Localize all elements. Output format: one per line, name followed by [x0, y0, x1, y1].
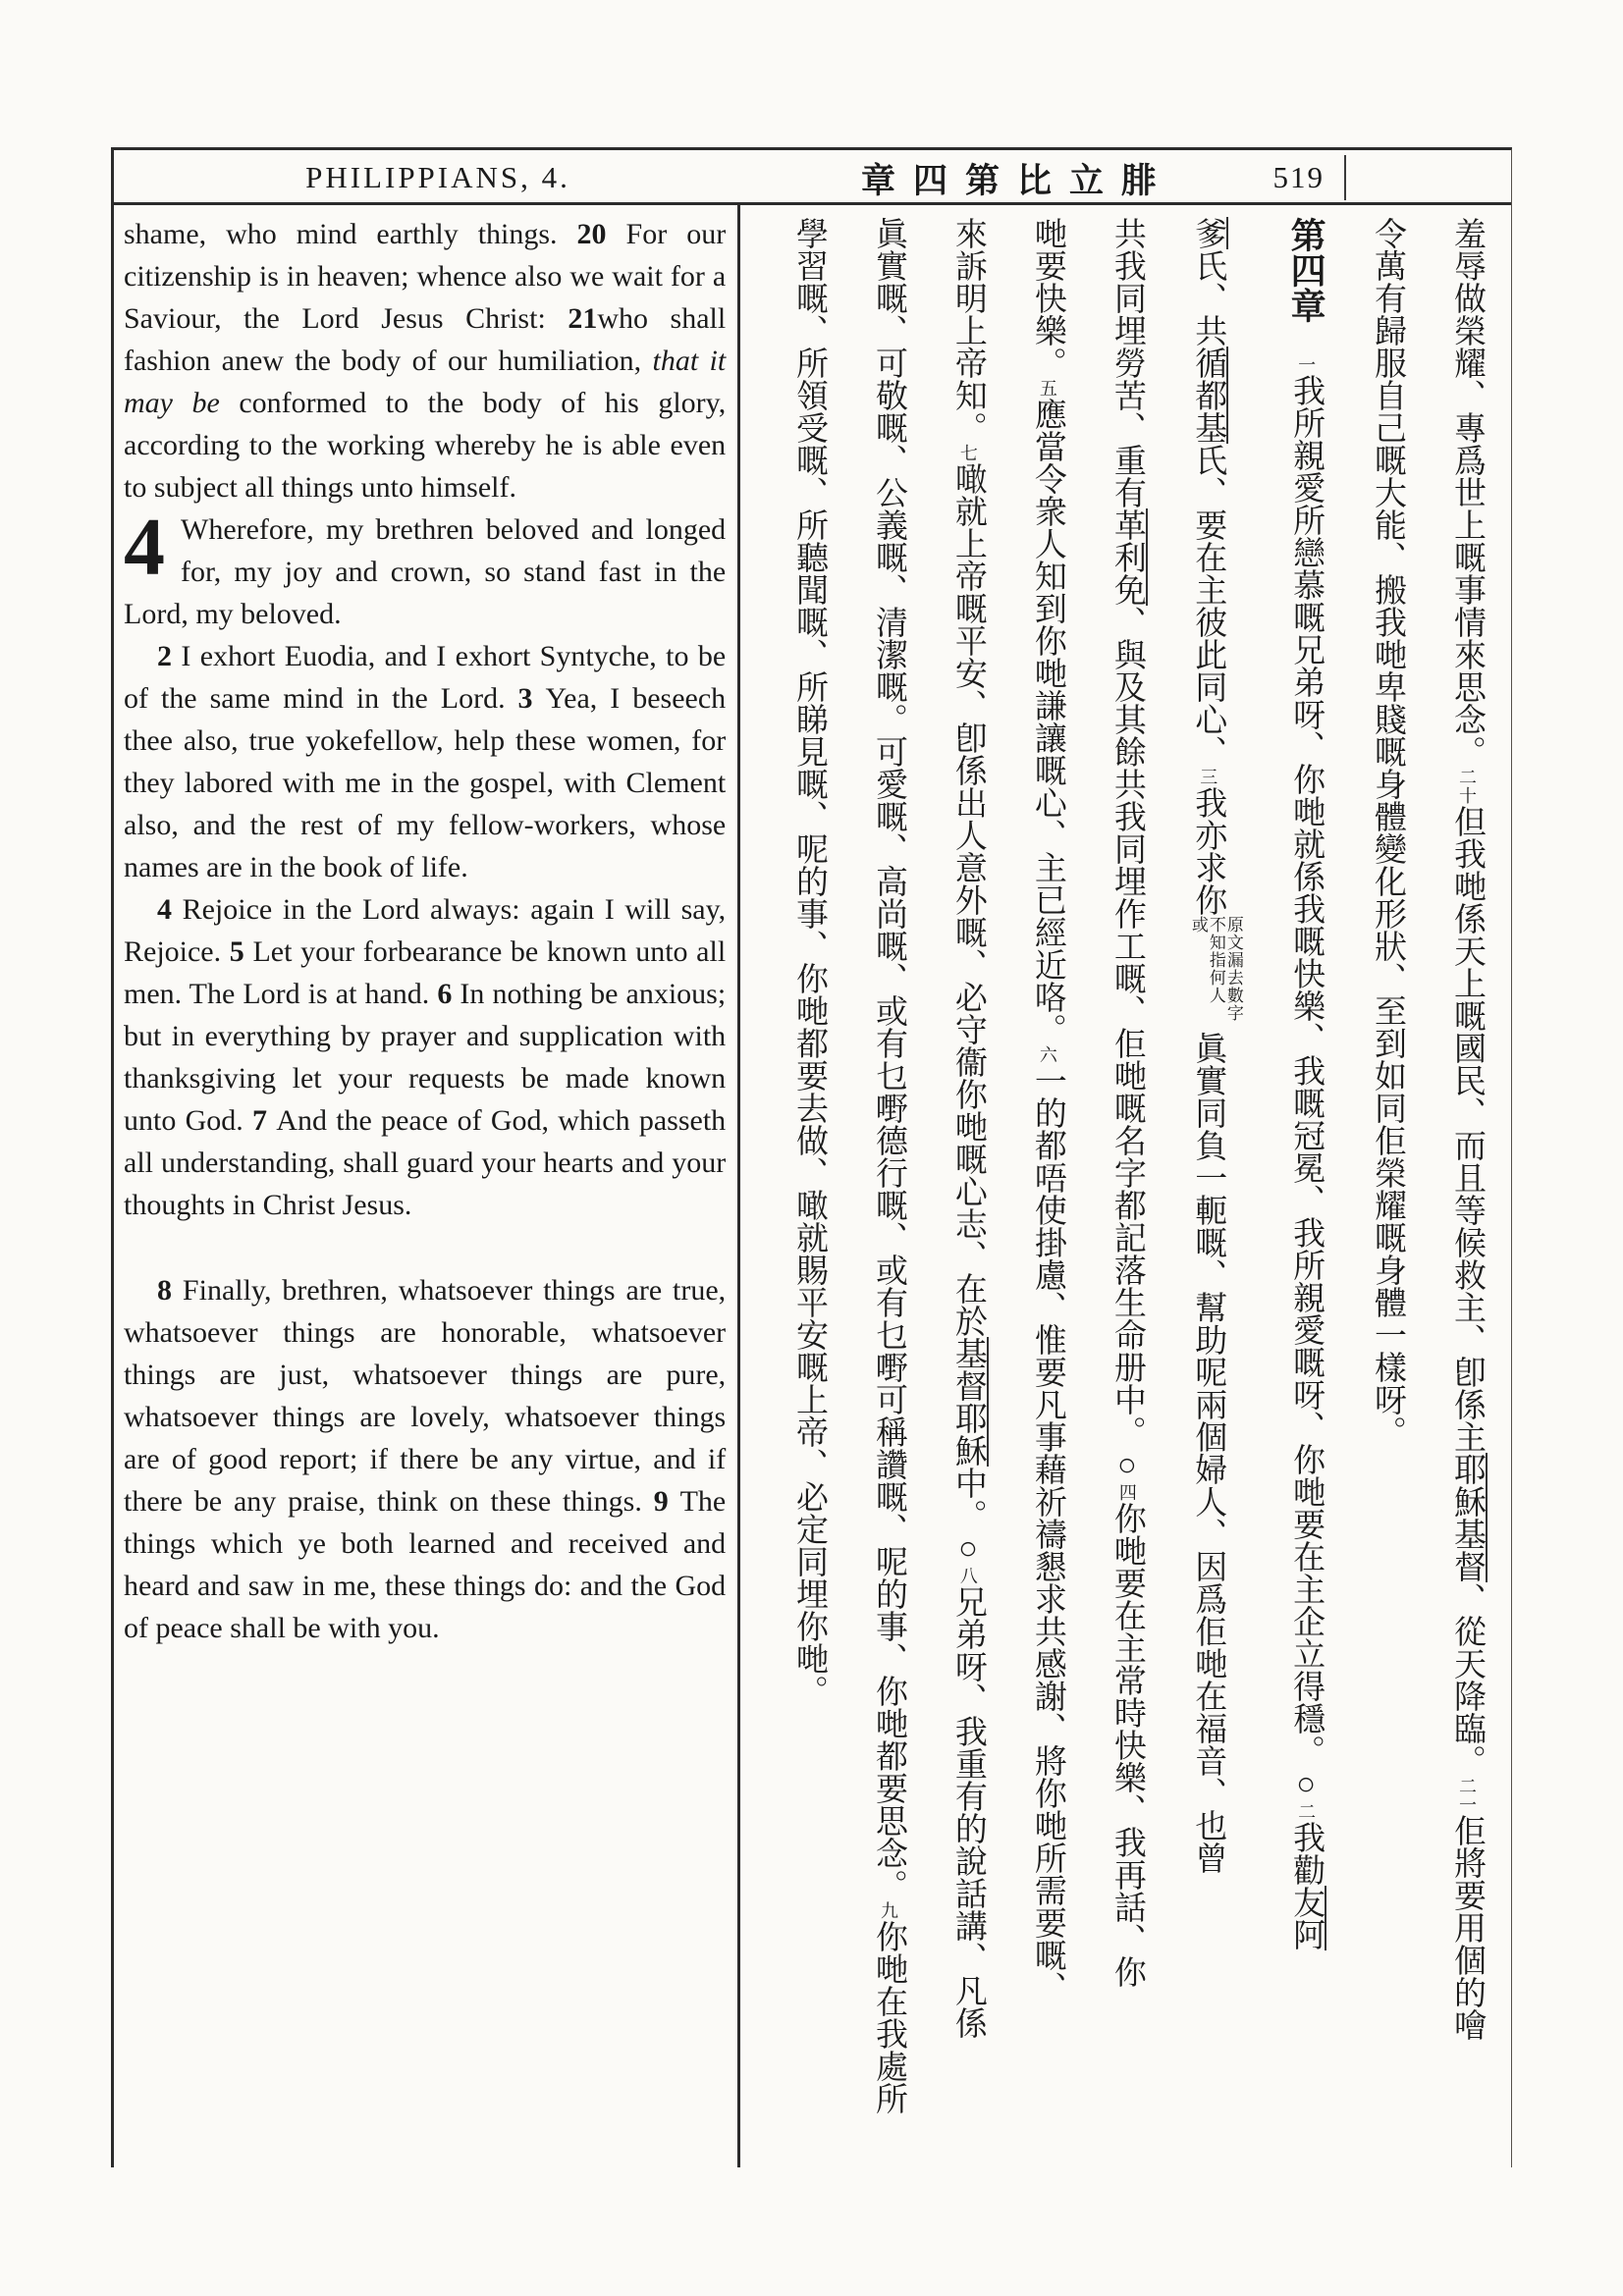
verse-marker-small: 一 — [1296, 355, 1317, 374]
english-text-column — [114, 205, 737, 2167]
text-run — [1288, 323, 1324, 355]
proper-name-marked: 友阿 — [1288, 1886, 1326, 1950]
verse-marker-small: 二 — [1296, 1802, 1317, 1821]
text-run: who shall fashion anew the body of our humiliation, — [124, 302, 727, 377]
text-run: For our citizenship is in heaven; whence also we wait for a Saviour, the Lord Jesus Christ: — [124, 218, 727, 335]
proper-name-marked: 爹 — [1190, 217, 1228, 249]
text-run: 、從天降臨。 — [1449, 1582, 1485, 1777]
english-paragraph — [124, 213, 726, 508]
text-run: 、與及其餘共我同埋作工嘅、佢哋嘅名字都記落生命册中。○ — [1109, 606, 1145, 1483]
text-run: 但我哋係天上嘅國民、而且等候救主、卽係主 — [1449, 805, 1485, 1453]
chinese-column — [1287, 217, 1325, 2167]
page-frame — [111, 147, 1512, 2167]
proper-name-marked: 循都基 — [1190, 347, 1228, 444]
text-run: 眞實同負一軛嘅、幫助呢兩個婦人、因爲佢哋在福音、也曾 — [1190, 1032, 1226, 1874]
translator-note: 原文漏去數字 不知指何人 或 — [1188, 916, 1243, 1040]
english-paragraph — [124, 635, 726, 888]
text-run: Wherefore, my brethren beloved and longed for, my joy and crown, so stand fast in the Lord, my beloved. — [124, 513, 727, 630]
header-rule-tick — [1344, 155, 1346, 200]
chinese-column — [1030, 217, 1064, 2167]
verse-number: 7 — [252, 1104, 277, 1137]
verse-marker-small: 二一 — [1457, 1777, 1477, 1814]
text-run: Rejoice in the Lord always: again I will say, Rejoice. — [124, 893, 727, 968]
verse-marker-small: 四 — [1116, 1483, 1137, 1502]
text-run: 學習嘅、所領受嘅、所聽聞嘅、所睇見嘅、呢的事、你哋都要去做、噉就賜平安嘅上帝、必定同埋你哋。 — [790, 217, 827, 1707]
text-run: 哋要快樂。 — [1029, 217, 1065, 379]
running-head-english: PHILIPPIANS, 4. — [305, 160, 570, 194]
text-run: 我所親愛所戀慕嘅兄弟呀、你哋就係我嘅快樂、我嘅冠冕、我所親愛嘅呀、你哋要在主企立得穩。○ — [1288, 374, 1325, 1802]
verse-number: 8 — [157, 1274, 183, 1307]
text-run: 我勸 — [1288, 1821, 1325, 1886]
english-paragraph — [124, 502, 727, 635]
text-run: 應當令衆人知到你哋謙讓嘅心、主已經近咯。 — [1029, 398, 1065, 1045]
verse-marker-small: 八 — [957, 1567, 978, 1585]
emphasis-text: that it may be — [124, 345, 727, 419]
text-run: Let your forbearance be known unto all men. The Lord is at hand. — [124, 935, 727, 1010]
text-run: I exhort Euodia, and I exhort Syntyche, to be of the same mind in the Lord. — [124, 640, 727, 715]
text-run: In nothing be anxious; but in everything by prayer and supplication with thanksgiving let your requests be made known unto God. — [124, 978, 727, 1137]
verse-marker-small: 六 — [1037, 1045, 1057, 1064]
text-run: conformed to the body of his glory, according to the working whereby he is able even to subject all things unto himself. — [124, 387, 727, 504]
chinese-column — [1189, 217, 1242, 2167]
verse-marker-small: 二十 — [1457, 768, 1477, 805]
running-head-chinese: 章四第比立腓 — [860, 162, 1173, 200]
text-run: Finally, brethren, whatsoever things are true, whatsoever things are honorable, whatsoever things are just, whatsoever things are pure, whatsoever things are lovely, whatsoever things are of good report; if there be any virtue, and if there be any praise, think on these things. — [124, 1274, 727, 1518]
text-run: 來訴明上帝知。 — [949, 217, 986, 444]
text-run: shame, who mind earthly things. — [124, 218, 577, 250]
text-run: 一的都唔使掛慮、惟要凡事藉祈禱懇求共感謝、將你哋所需要嘅、 — [1029, 1064, 1065, 2003]
chinese-vertical-text-block — [740, 205, 1511, 2167]
text-run: 中。○ — [949, 1467, 986, 1567]
text-run: The things which ye both learned and received and heard and saw in me, these things do: and the God of peace shall be with you. — [124, 1485, 727, 1644]
english-paragraph — [124, 888, 726, 1226]
text-run: And the peace of God, which passeth all understanding, shall guard your hearts and your thoughts in Christ Jesus. — [124, 1104, 727, 1221]
chapter-number-dropcap: 4 — [124, 502, 165, 593]
text-run: 你哋在我處所 — [870, 1920, 906, 2114]
chinese-column — [791, 217, 826, 2167]
chinese-column — [1449, 217, 1484, 2167]
text-run: 噉就上帝嘅平安、卽係出人意外嘅、必守衞你哋嘅心志、在於 — [949, 462, 986, 1337]
page-header — [114, 150, 1511, 205]
page-body — [114, 205, 1511, 2167]
chinese-column — [871, 217, 905, 2167]
verse-number: 6 — [437, 978, 460, 1010]
chapter-heading: 第四章 — [1286, 217, 1326, 323]
text-run: 我亦求你 — [1190, 786, 1226, 916]
proper-name-marked: 革利免 — [1109, 508, 1148, 606]
text-run: 眞實嘅、可敬嘅、公義嘅、清潔嘅。可愛嘅、高尚嘅、或有乜嘢德行嘅、或有乜嘢可稱讚嘅、呢的事、你哋都要思念。 — [870, 217, 906, 1901]
chinese-column — [950, 217, 985, 2167]
verse-number: 9 — [653, 1485, 680, 1518]
verse-marker-small: 五 — [1037, 379, 1057, 398]
text-run: 共我同埋勞苦、重有 — [1109, 217, 1145, 508]
text-run: 兄弟呀、我重有的說話講、凡係 — [949, 1585, 986, 2039]
verse-number: 2 — [157, 640, 182, 672]
chinese-column — [1109, 217, 1144, 2167]
verse-marker-small: 三 — [1198, 768, 1218, 786]
text-run: 令萬有歸服自己嘅大能、搬我哋卑賤嘅身體變化形狀、至到如同佢榮耀嘅身體一樣呀。 — [1370, 217, 1406, 1448]
proper-name-marked: 耶穌基督 — [1449, 1453, 1488, 1582]
verse-marker-small: 九 — [878, 1901, 898, 1920]
page-number: 519 — [1272, 160, 1325, 194]
text-run: 氏、共 — [1190, 249, 1226, 347]
english-paragraph — [124, 1269, 726, 1649]
verse-number: 20 — [576, 218, 626, 250]
verse-number: 5 — [229, 935, 253, 968]
verse-number: 3 — [517, 682, 546, 715]
chinese-column — [1370, 217, 1404, 2167]
text-run: 羞辱做榮耀、專爲世上嘅事情來思念。 — [1449, 217, 1485, 768]
proper-name-marked: 基督耶穌 — [950, 1337, 989, 1467]
text-run: Yea, I beseech thee also, true yokefellow, help these women, for they labored with me in the gospel, with Clement also, and the rest of my fellow-workers, whose names are in the book of life. — [124, 682, 727, 883]
verse-marker-small: 七 — [957, 444, 978, 462]
text-run: 佢將要用個的噲 — [1449, 1814, 1485, 2041]
text-run: 你哋要在主常時快樂、我再話、你 — [1109, 1502, 1145, 1988]
verse-number: 21 — [568, 302, 598, 335]
verse-number: 4 — [157, 893, 183, 926]
text-run: 氏、要在主彼此同心、 — [1190, 444, 1226, 768]
